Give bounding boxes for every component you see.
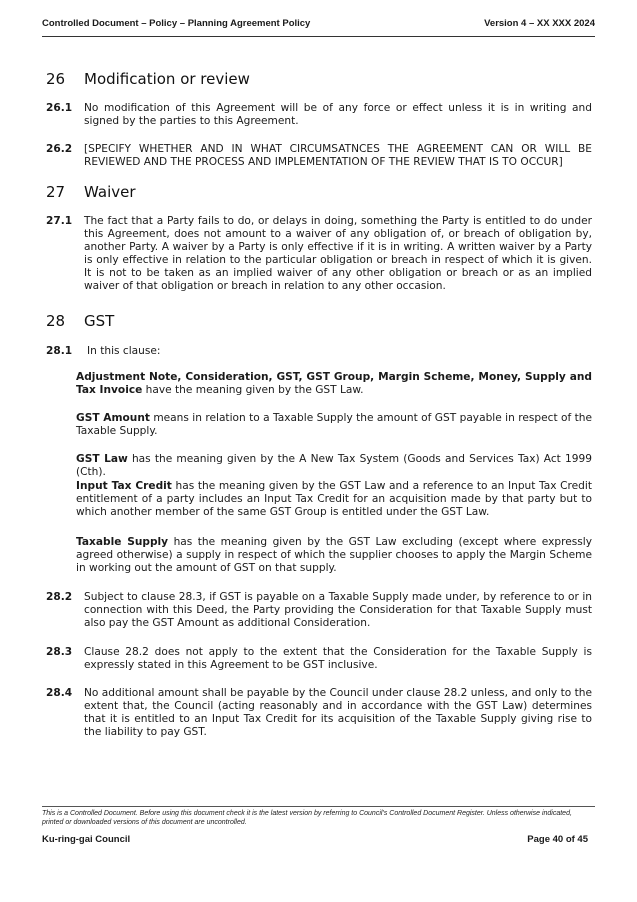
footer-divider [42,806,595,807]
clause-number: 26.2 [46,143,73,155]
definition-term: Input Tax Credit [76,480,172,492]
definition-text: has the meaning given by the A New Tax System (Goods and Services Tax) Act 1999 (Cth). [76,453,592,478]
clause-text: No additional amount shall be payable by the Council under clause 28.2 unless, and only to the extent that, the Council (acting reasonably and in accordance with the GST Law) determines that it is entitled to an Input Tax Credit for its acquisition of the Taxable Supply giving rise to the liability to pay GST. [84,687,592,738]
page-header [42,14,595,37]
clause-28-2 [46,591,592,630]
clause-text: The fact that a Party fails to do, or delays in doing, something the Party is entitled to do under this Agreement, does not amount to a waiver of any obligation of, or breach of obligation by, another Party. A waiver by a Party is only effective if it is in writing. A written waiver by a Party is only effective in relation to the particular obligation or breach in respect of which it is given. It is not to be taken as an implied waiver of any other obligation or breach or as an implied waiver of that obligation or breach in relation to any other occasion. [84,215,592,292]
definition-text: has the meaning given by the GST Law and a reference to an Input Tax Credit entitlement of a party includes an Input Tax Credit for an acquisition made by that party but to which another member of the same GST Group is entitled under the GST Law. [76,480,592,518]
clause-26-1 [46,102,592,128]
clause-28-3 [46,646,592,672]
section-heading-28 [46,312,114,330]
clause-number: 27.1 [46,215,73,227]
definition-item [76,480,592,519]
footer-organisation: Ku-ring-gai Council [42,834,131,845]
clause-text: No modification of this Agreement will be of any force or effect unless it is in writing and signed by the parties to this Agreement. [84,102,592,127]
footer-disclaimer: This is a Controlled Document. Before using this document check it is the latest version by referring to Council’s Controlled Document Register. Unless otherwise indicated, printed or downloaded versions of this document are uncontrolled. [42,810,572,826]
section-title: Modification or review [84,70,250,88]
clause-26-2 [46,143,592,169]
clause-number: 28.1 [46,345,73,357]
clause-text: Subject to clause 28.3, if GST is payable on a Taxable Supply made under, by reference to or in connection with this Deed, the Party providing the Consideration for that Taxable Supply must also pay the GST Amount as additional Consideration. [84,591,592,629]
section-number: 27 [46,183,66,201]
clause-text: In this clause: [87,345,161,357]
section-heading-27 [46,183,136,201]
section-number: 28 [46,312,66,330]
clause-number: 28.4 [46,687,73,699]
clause-27-1 [46,215,592,293]
definition-item [76,412,592,438]
clause-28-1 [46,345,592,358]
definition-term: Taxable Supply [76,536,169,548]
section-number: 26 [46,70,66,88]
footer-page-number: Page 40 of 45 [527,834,588,845]
clause-text: Clause 28.2 does not apply to the extent that the Consideration for the Taxable Supply is expressly stated in this Agreement to be GST inclusive. [84,646,592,671]
header-document-title: Controlled Document – Policy – Planning Agreement Policy [42,18,311,29]
definition-item [76,536,592,575]
definition-text: means in relation to a Taxable Supply the amount of GST payable in respect of the Taxable Supply. [76,412,592,437]
clause-text: [SPECIFY WHETHER AND IN WHAT CIRCUMSATNCES THE AGREEMENT CAN OR WILL BE REVIEWED AND THE PROCESS AND IMPLEMENTATION OF THE REVIEW THAT IS TO OCCUR] [84,143,592,168]
clause-number: 28.2 [46,591,73,603]
clause-28-4 [46,687,592,739]
section-title: Waiver [84,183,136,201]
definition-term: GST Amount [76,412,150,424]
section-title: GST [84,312,115,330]
definition-term: GST Law [76,453,128,465]
section-heading-26 [46,70,250,88]
definition-item [76,453,592,479]
header-version: Version 4 – XX XXX 2024 [484,18,595,29]
definition-item [76,371,592,397]
clause-number: 28.3 [46,646,73,658]
clause-number: 26.1 [46,102,73,114]
definition-text: have the meaning given by the GST Law. [142,384,364,396]
definition-term: Adjustment Note, Consideration, GST, GST Group, Margin Scheme, Money, Supply and Tax Invoice [76,371,592,396]
definition-text: has the meaning given by the GST Law excluding (except where expressly agreed otherwise) a supply in respect of which the supplier chooses to apply the Margin Scheme in working out the amount of GST on that supply. [76,536,593,574]
